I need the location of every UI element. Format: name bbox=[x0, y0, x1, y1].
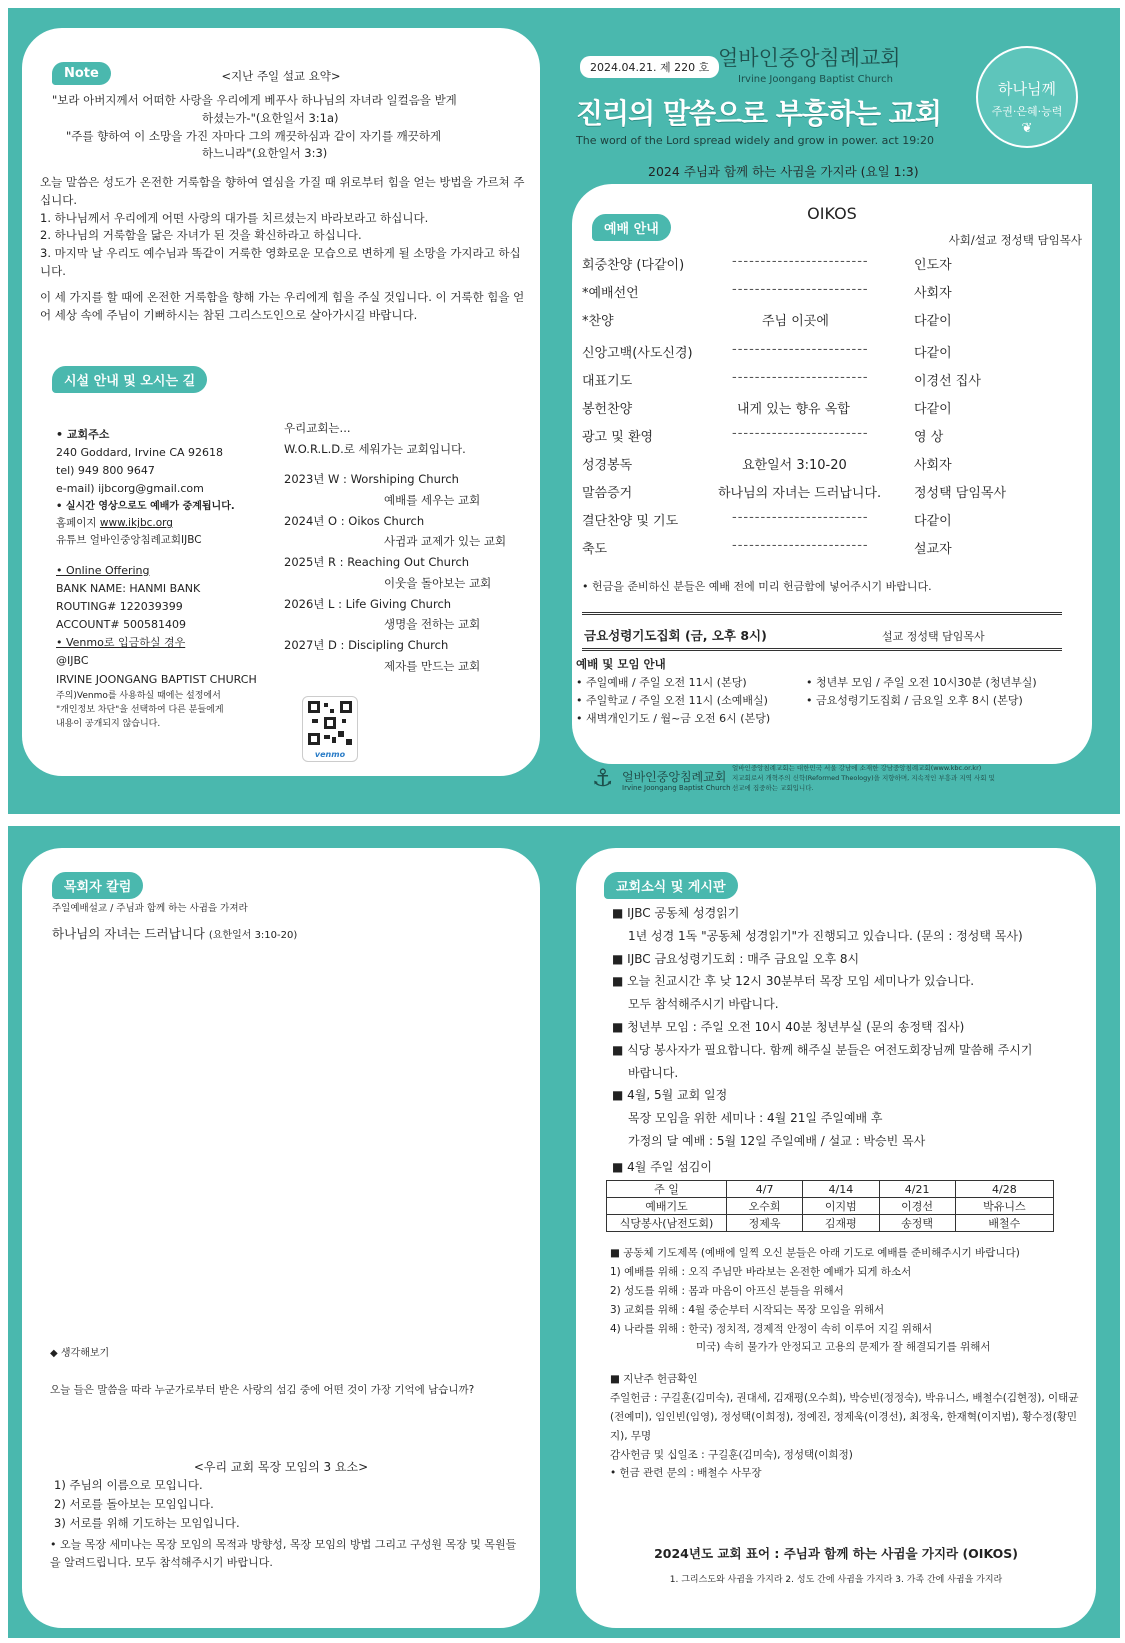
bulletin-front-sheet bbox=[8, 8, 1120, 814]
column-subtitle: 주일예배설교 / 주님과 함께 하는 사귐을 가져라 bbox=[52, 903, 248, 914]
front-footer: ⚓ 얼바인중앙침례교회 Irvine Joongang Baptist Church 얼바인중앙침례교회는 대한민국 서울 강남에 소재한 강남중앙침례교회(www.kbc.or.kr) 지교회로서 개혁주의 신학(Reformed Theology)을 지향하며, 지속적인 부흥과 지역 사회 및 선교에 집중하는 교회입니다. bbox=[582, 756, 1102, 806]
worship-row: *예배선언 ------------------------ 사회자 bbox=[582, 282, 952, 301]
yearly-motto: 2024년도 교회 표어 : 주님과 함께 하는 사귐을 가지라 (OIKOS) bbox=[654, 1546, 1018, 1561]
friday-service: 금요성령기도집회 (금, 오후 8시) bbox=[584, 628, 767, 643]
think-label: ◆ 생각해보기 bbox=[50, 1348, 110, 1359]
world-item: 2027년 D : Discipling Church 제자를 만드는 교회 bbox=[284, 637, 481, 673]
world-vision: 우리교회는... W.O.R.L.D.로 세워가는 교회입니다. 2023년 W : Worshiping Church 예배를 세우는 교회 2024년 O : Oikos Church 사귐과 교제가 있는 교회 2025년 R : Reaching Out Church 이웃을 돌아보는 교회 2026년 L : Life Giving Church 생명을 전하는 교회 2027년 D : Discipling Church 제자를 만드는 교회 bbox=[284, 418, 534, 676]
world-item: 2025년 R : Reaching Out Church 이웃을 돌아보는 교회 bbox=[284, 555, 492, 590]
qr-icon bbox=[308, 701, 352, 745]
church-logo-icon: ⚓ bbox=[592, 764, 614, 792]
think-question: 오늘 들은 말씀을 따라 누군가로부터 받은 사랑의 섬김 중에 어떤 것이 가장 기억에 남습니까? bbox=[50, 1384, 475, 1396]
worship-row: 결단찬양 및 기도 ------------------------ 다같이 bbox=[582, 510, 952, 529]
friday-preacher: 설교 정성택 담임목사 bbox=[882, 630, 985, 643]
seminar-note: • 오늘 목장 세미나는 목장 모임의 목적과 방향성, 목장 모임의 방법 그리고 구성원 목장 및 목원들을 알려드립니다. 모두 참석해주시기 바랍니다. bbox=[50, 1538, 517, 1570]
pastor-column-card bbox=[22, 848, 540, 1628]
worship-tag: 예배 안내 bbox=[592, 214, 671, 241]
offering-note: • 헌금을 준비하신 분들은 예배 전에 미리 헌금함에 넣어주시기 바랍니다. bbox=[582, 580, 932, 593]
bulletin-back-sheet bbox=[8, 826, 1120, 1638]
church-description: 얼바인중앙침례교회는 대한민국 서울 강남에 소재한 강남중앙침례교회(www.kbc.or.kr) 지교회로서 개혁주의 신학(Reformed Theology)을 지향하며, 지속적인 부흥과 지역 사회 및 선교에 집중하는 교회입니다. bbox=[732, 764, 995, 792]
facility-tag: 시설 안내 및 오시는 길 bbox=[52, 366, 207, 393]
news-card bbox=[576, 848, 1096, 1628]
world-item: 2026년 L : Life Giving Church 생명을 전하는 교회 bbox=[284, 596, 481, 632]
venmo-qr-code[interactable]: venmo bbox=[302, 696, 358, 762]
worship-row: 광고 및 환영 ------------------------ 영 상 bbox=[582, 426, 944, 445]
news-tag: 교회소식 및 게시판 bbox=[604, 872, 738, 899]
duty-title: ■ 4월 주일 섬김이 bbox=[612, 1160, 712, 1174]
motto-en: The word of the Lord spread widely and grow in power. act 19:20 bbox=[576, 134, 934, 147]
news-list bbox=[612, 902, 1082, 1153]
duty-table: 주 일 4/7 4/14 4/21 4/28 예배기도 오수희 이지범 이경선 박유니스 식당봉사(남전도회) 정제욱 김재평 송정택 배철수 bbox=[606, 1180, 1054, 1232]
worship-row: 말씀증거 하나님의 자녀는 드러납니다. 정성택 담임목사 bbox=[582, 486, 1007, 501]
gatherings-left: • 주일예배 / 주일 오전 11시 (본당) • 주일학교 / 주일 오전 11시 (소예배실) • 새벽개인기도 / 월~금 오전 6시 (본당) bbox=[576, 676, 771, 726]
header bbox=[568, 36, 1088, 186]
issue-number: 2024.04.21. 제 220 호 bbox=[580, 56, 719, 78]
homepage-link[interactable]: www.ikjbc.org bbox=[99, 517, 173, 530]
verse-1: "보라 아버지께서 어떠한 사랑을 우리에게 베푸사 하나님의 자녀라 일컬음을 받게 하셨는가-"(요한일서 3:1a) "주를 향하여 이 소망을 가진 자마다 그의 깨끗하심과 같이 자기를 깨끗하게 하느니라"(요한일서 3:3) bbox=[52, 93, 457, 161]
elements-list: 1) 주님의 이름으로 모입니다. 2) 서로를 돌아보는 모임입니다. 3) 서로를 위해 기도하는 모임입니다. bbox=[54, 1478, 240, 1530]
news-item: ■ 4월, 5월 교회 일정 목장 모임을 위한 세미나 : 4월 21일 주일예배 후 가정의 달 예배 : 5월 12일 주일예배 / 설교 : 박승빈 목사 bbox=[612, 1088, 926, 1148]
oikos-label: OIKOS bbox=[807, 204, 857, 223]
yearly-theme: 2024 주님과 함께 하는 사귐을 가지라 (요일 1:3) bbox=[648, 164, 919, 179]
worship-row: *찬양 주님 이곳에 다같이 bbox=[582, 314, 952, 329]
worship-row: 축도 ------------------------ 설교자 bbox=[582, 538, 952, 557]
elements-title: <우리 교회 목장 모임의 3 요소> bbox=[193, 1460, 369, 1474]
motto-kr: 진리의 말씀으로 부흥하는 교회 bbox=[576, 97, 941, 130]
worship-row: 봉헌찬양 내게 있는 향유 옥합 다같이 bbox=[582, 402, 952, 417]
worship-row: 회중찬양 (다같이) ------------------------ 인도자 bbox=[582, 254, 952, 273]
news-item: ■ IJBC 금요성령기도회 : 매주 금요일 오후 8시 bbox=[612, 951, 860, 966]
column-title: 하나님의 자녀는 드러납니다 (요한일서 3:10-20) bbox=[52, 926, 298, 941]
worship-row: 성경봉독 요한일서 3:10-20 사회자 bbox=[582, 458, 952, 473]
worship-leader: 사회/설교 정성택 담임목사 bbox=[948, 233, 1082, 247]
gatherings-right: • 청년부 모임 / 주일 오전 10시30분 (청년부실) • 금요성령기도집회 / 금요일 오후 8시 (본당) bbox=[806, 676, 1037, 708]
column-tag: 목회자 칼럼 bbox=[52, 872, 143, 899]
worship-row: 신앙고백(사도신경) ------------------------ 다같이 bbox=[582, 342, 952, 361]
world-item: 2024년 O : Oikos Church 사귐과 교제가 있는 교회 bbox=[284, 513, 507, 549]
news-item: ■ 청년부 모임 : 주일 오전 10시 40분 청년부실 (문의 송정택 집사) bbox=[612, 1019, 965, 1034]
note-tag: Note bbox=[52, 62, 111, 85]
news-item: ■ 오늘 친교시간 후 낮 12시 30분부터 목장 모임 세미나가 있습니다. 모두 참석해주시기 바랍니다. bbox=[612, 974, 975, 1012]
church-name-kr: 얼바인중앙침례교회 bbox=[718, 46, 901, 70]
grace-badge: 하나님께 주권·은혜·능력 ❦ bbox=[976, 46, 1078, 148]
church-name-en: Irvine Joongang Baptist Church bbox=[738, 74, 894, 85]
divider bbox=[582, 648, 1062, 651]
note-card bbox=[22, 28, 540, 776]
church-info: • 교회주소 240 Goddard, Irvine CA 92618 tel) 949 800 9647 e-mail) ijbcorg@gmail.com • 실시간 영상으로도 예배가 중계됩니다. 홈페이지 www.ikjbc.org 유튜브 얼바인중앙침례교회IJBC • Online Offering BANK NAME: HANMI BANK ROUTING# 122039399 ACCOUNT# 500581409 • Venmo로 입금하실 경우 @IJBC IRVINE JOONGANG BAPTIST CHURCH 주의)Venmo를 사용하실 때에는 설정에서 "개인정보 차단"을 선택하여 다른 분들에게 내용이 공개되지 않습니다. bbox=[56, 428, 257, 730]
sermon-summary: 오늘 말씀은 성도가 온전한 거룩함을 향하여 열심을 가질 때 위로부터 힘을 얻는 방법을 가르쳐 주십니다. 1. 하나님께서 우리에게 어떤 사랑의 대가를 치르셨는지 바라보라고 하십니다. 2. 하나님의 거룩함을 닮은 자녀가 된 것을 확신하라고 하십니다. 3. 마지막 날 우리도 예수님과 똑같이 거룩한 영화로운 모습으로 변하게 될 소망을 가지라고 하십니다. 이 세 가지를 할 때에 온전한 거룩함을 향해 가는 우리에게 힘을 주실 것입니다. 이 거룩한 힘을 얻어 세상 속에 주님이 기뻐하시는 참된 그리스도인으로 살아가시길 바랍니다. bbox=[40, 175, 525, 322]
yearly-motto-sub: 1. 그리스도와 사귐을 가지라 2. 성도 간에 사귐을 가지라 3. 가족 간에 사귐을 가지라 bbox=[669, 1575, 1003, 1585]
worship-row: 대표기도 ------------------------ 이경선 집사 bbox=[582, 370, 981, 389]
order-of-worship bbox=[582, 254, 1082, 557]
worship-card bbox=[572, 184, 1092, 764]
prayer-list: ■ 공동체 기도제목 (예배에 일찍 오신 분들은 아래 기도로 예배를 준비해주시기 바랍니다) 1) 예배를 위해 : 오직 주님만 바라보는 온전한 예배가 되게 하소서 2) 성도를 위해 : 몸과 마음이 아프신 분들을 위해서 3) 교회를 위해 : 4월 중순부터 시작되는 목장 모임을 위해서 4) 나라를 위해 : 한국) 정치적, 경제적 안정이 속히 이루어 지길 위해서 미국) 속히 물가가 안정되고 고용의 문제가 잘 해결되기를 위해서 bbox=[610, 1247, 1020, 1354]
world-item: 2023년 W : Worshiping Church 예배를 세우는 교회 bbox=[284, 472, 481, 508]
news-item: ■ 식당 봉사자가 필요합니다. 함께 해주실 분들은 여전도회장님께 말씀해 주시기 바랍니다. bbox=[612, 1042, 1033, 1080]
gatherings-title: 예배 및 모임 안내 bbox=[576, 657, 666, 671]
news-item: ■ IJBC 공동체 성경읽기 1년 성경 1독 "공동체 성경읽기"가 진행되고 있습니다. (문의 : 정성택 목사) bbox=[612, 906, 1023, 943]
leaf-icon: ❦ bbox=[1021, 121, 1033, 136]
offering-list: ■ 지난주 헌금확인 주일헌금 : 구길훈(김미숙), 권대세, 김재평(오수희), 박승빈(정정숙), 박유니스, 배철수(김현정), 이태균(전예미), 임인빈(임영), 정성택(이희정), 정예진, 정제욱(이경선), 최정욱, 한재혁(이지범), 황수정(황민지), 무명 감사헌금 및 십일조 : 구길훈(김미숙), 정성택(이희정) • 헌금 관련 문의 : 배철수 사무장 bbox=[610, 1373, 1079, 1480]
divider bbox=[582, 612, 1062, 615]
summary-title: <지난 주일 설교 요약> bbox=[221, 69, 341, 83]
